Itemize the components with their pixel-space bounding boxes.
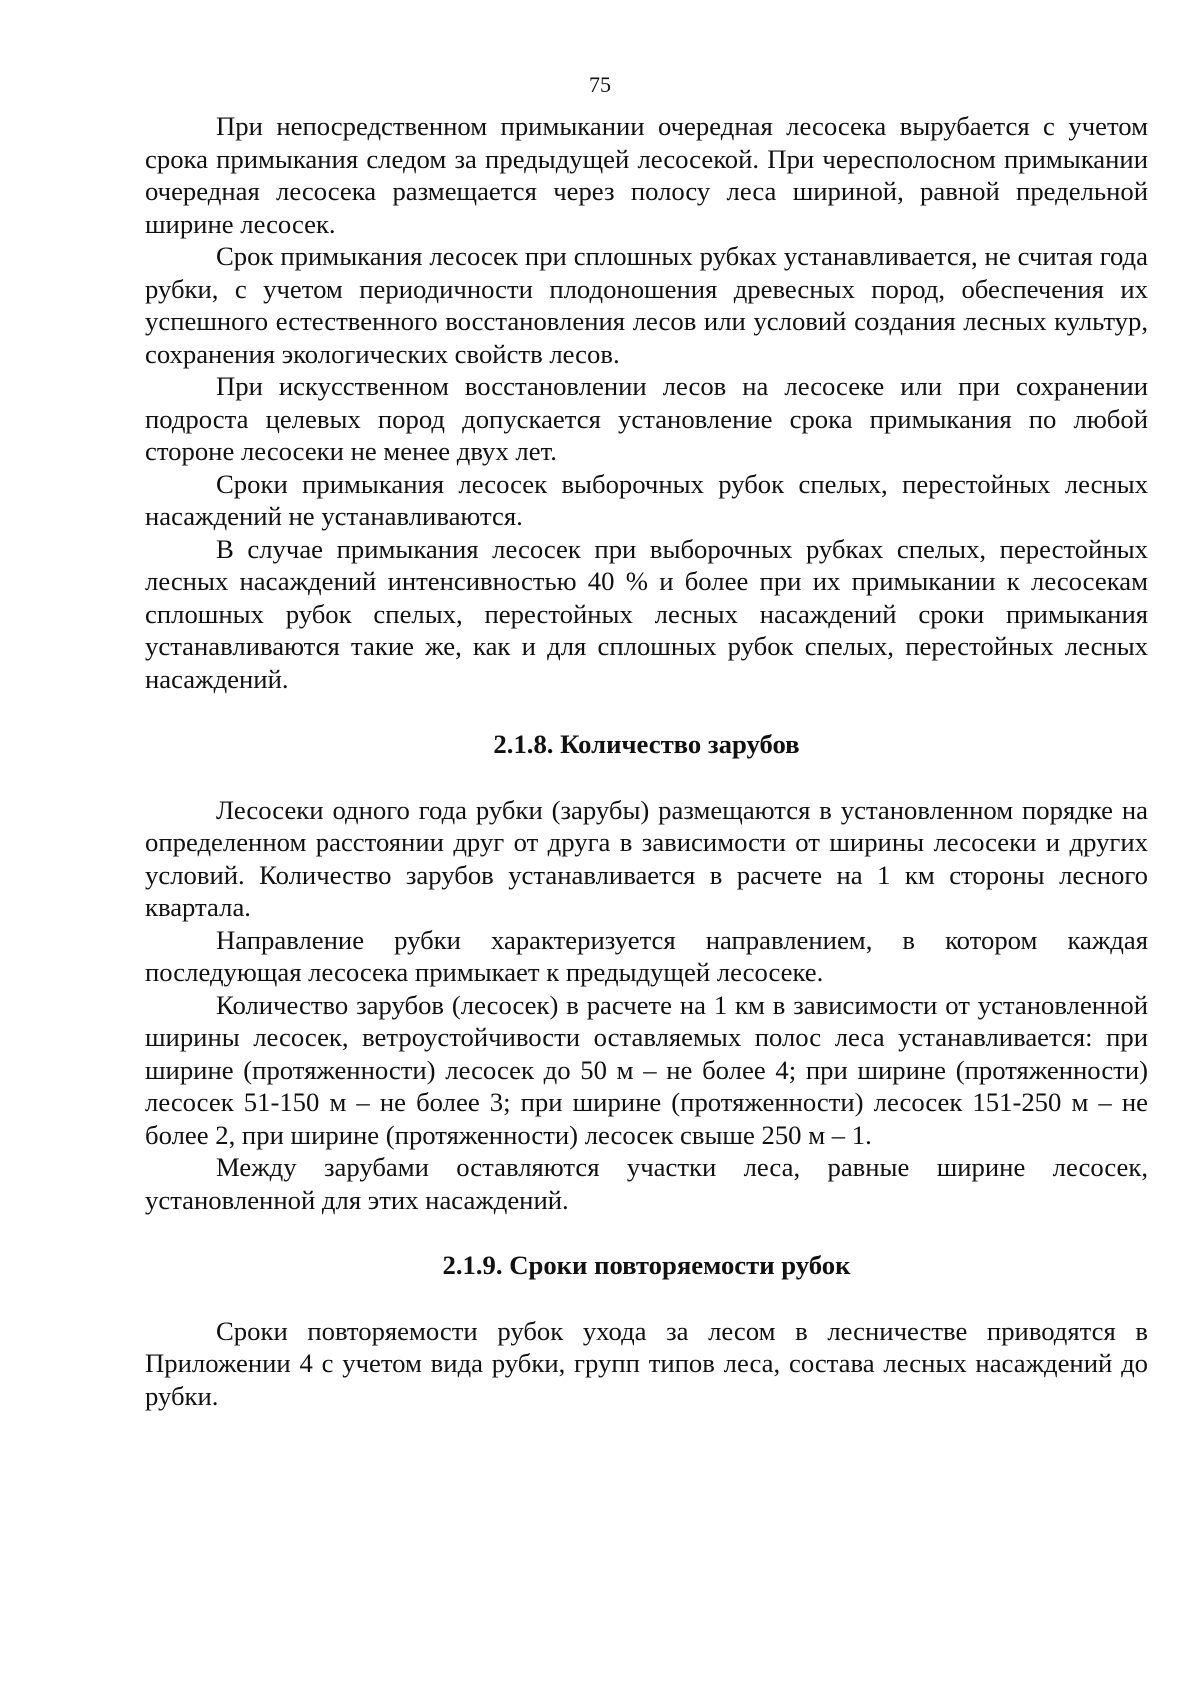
paragraph: Срок примыкания лесосек при сплошных рубках устанавливается, не считая года рубки, с учетом периодичности плодоношения древесных пород, обеспечения их успешного естественного восстановления лесов или условий создания лесных культур, сохранения экологических свойств лесов. xyxy=(145,241,1148,369)
paragraph: Между зарубами оставляются участки леса, равные ширине лесосек, установленной для этих насаждений. xyxy=(145,1152,1148,1215)
paragraph: Лесосеки одного года рубки (зарубы) размещаются в установленном порядке на определенном расстоянии друг от друга в зависимости от ширины лесосеки и других условий. Количество зарубов устанавливается в расчете на 1 км стороны лесного квартала. xyxy=(145,794,1148,922)
page-number: 75 xyxy=(589,72,611,97)
paragraph: При искусственном восстановлении лесов на лесосеке или при сохранении подроста целевых пород допускается установление срока примыкания по любой стороне лесосеки не менее двух лет. xyxy=(145,371,1148,466)
paragraph: Направление рубки характеризуется направлением, в котором каждая последующая лесосека примыкает к предыдущей лесосеке. xyxy=(145,924,1148,987)
paragraph: Количество зарубов (лесосек) в расчете на 1 км в зависимости от установленной ширины лесосек, ветроустойчивости оставляемых полос леса устанавливается: при ширине (протяженности) лесосек до 50 м – не более 4; при ширине (протяженности) лесосек 51-150 м – не более 3; при ширине (протяженности) лесосек 151-250 м – не более 2, при ширине (протяженности) лесосек свыше 250 м – 1. xyxy=(145,989,1148,1150)
section-heading: 2.1.9. Сроки повторяемости рубок xyxy=(442,1250,851,1280)
paragraph: Сроки повторяемости рубок ухода за лесом в лесничестве приводятся в Приложении 4 с учетом вида рубки, групп типов леса, состава лесных насаждений до рубки. xyxy=(145,1315,1148,1411)
paragraph: При непосредственном примыкании очередная лесосека вырубается с учетом срока примыкания следом за предыдущей лесосекой. При чересполосном примыкании очередная лесосека размещается через полосу леса шириной, равной предельной ширине лесосек. xyxy=(145,111,1148,239)
page-content xyxy=(145,110,1148,1412)
section-heading: 2.1.8. Количество зарубов xyxy=(493,729,800,759)
paragraph: В случае примыкания лесосек при выборочных рубках спелых, перестойных лесных насаждений интенсивностью 40 % и более при их примыкании к лесосекам сплошных рубок спелых, перестойных лесных насаждений сроки примыкания устанавливаются такие же, как и для сплошных рубок спелых, перестойных лесных насаждений. xyxy=(145,533,1148,694)
paragraph: Сроки примыкания лесосек выборочных рубок спелых, перестойных лесных насаждений не устанавливаются. xyxy=(145,468,1148,531)
